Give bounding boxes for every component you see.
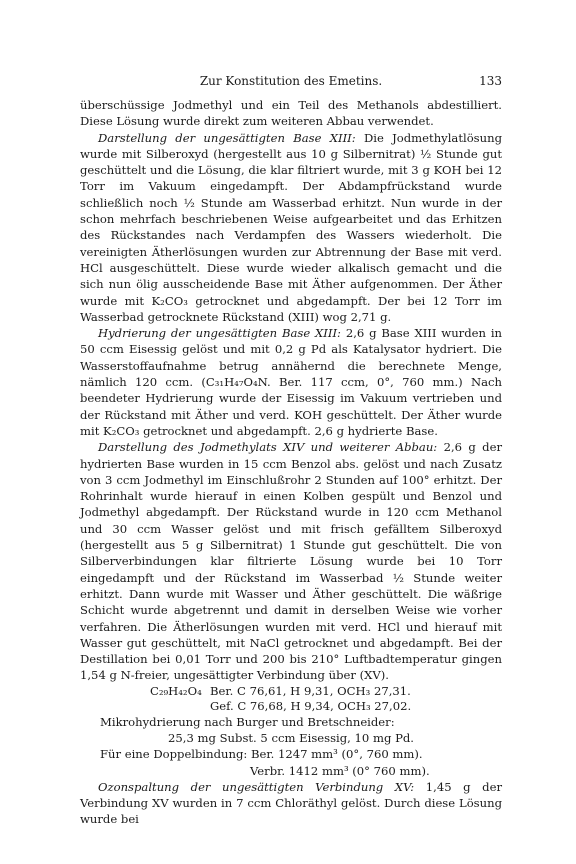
paragraph-1: überschüssige Jodmethyl und ein Teil des Methanols abdestilliert. Diese Lösung wurde direkt zum weiteren Abbau verwendet.: [80, 98, 502, 129]
page-number: 133: [479, 74, 502, 88]
paragraph-4: [80, 439, 502, 683]
gef-label: Gef.: [210, 698, 234, 713]
running-title: Zur Konstitution des Emetins.: [199, 74, 383, 88]
analysis-found-row: [150, 699, 502, 714]
section-heading: Darstellung des Jodmethylats XIV und weiterer Abbau:: [98, 440, 438, 455]
ber-label: Ber.: [210, 683, 234, 698]
paragraph-2: [80, 130, 502, 326]
consumption-value: Verbr. 1412 mm³ (0° 760 mm).: [250, 763, 430, 778]
micro-hydrogenation-values: 25,3 mg Subst. 5 ccm Eisessig, 10 mg Pd.: [168, 730, 414, 745]
double-bond-calc: Für eine Doppelbindung: Ber. 1247 mm³ (0°, 760 mm).: [100, 747, 423, 762]
section-heading: Hydrierung der ungesättigten Base XIII:: [98, 326, 341, 341]
paragraph-3: [80, 325, 502, 439]
paragraph-5: [80, 779, 502, 828]
analysis-calculated-row: [150, 684, 502, 699]
paragraph-text: Die Jodmethylatlösung wurde mit Silberoxyd (hergestellt aus 10 g Silbernitrat) ½ Stunde gut geschüttelt und die Lösung, die klar filtriert wurde, mit 3 g KOH bei 12 Torr im Vakuum eingedampft. Der Abdampfrückstand wurde schließlich noch ½ Stunde am Wasserbad erhitzt. Nun wurde in der schon mehrfach beschriebenen Weise aufgearbeitet und das Erhitzen des Rückstandes nach Verdampfen des Wassers wiederholt. Die vereinigten Ätherlösungen wurden zur Abtrennung der Base mit verd. HCl ausgeschüttelt. Diese wurde wieder alkalisch gemacht und die sich nun ölig ausscheidende Base mit Äther aufgenommen. Der Äther wurde mit K₂CO₃ getrocknet und abgedampft. Der bei 12 Torr im Wasserbad getrocknete Rückstand (XIII) wog 2,71 g.: [80, 130, 502, 324]
molecular-formula: C₂₉H₄₂O₄: [150, 683, 202, 698]
section-heading: Darstellung der ungesättigten Base XIII:: [98, 130, 356, 145]
paragraph-text: 1,45 g der Verbindung XV wurden in 7 ccm Chloräthyl gelöst. Durch diese Lösung wurde bei: [80, 779, 502, 827]
ber-values: C 76,61, H 9,31, OCH₃ 27,31.: [237, 683, 411, 698]
micro-hydrogenation-title: Mikrohydrierung nach Burger und Bretschneider:: [100, 714, 395, 729]
running-header: [80, 74, 502, 90]
paragraph-text: 2,6 g der hydrierten Base wurden in 15 ccm Benzol abs. gelöst und nach Zusatz von 3 ccm Jodmethyl im Einschlußrohr 2 Stunden auf 100° erhitzt. Der Rohrinhalt wurde hierauf in einen Kolben gespült und Benzol und Jodmethyl abgedampft. Der Rückstand wurde in 120 ccm Methanol und 30 ccm Wasser gelöst und mit frisch gefälltem Silberoxyd (hergestellt aus 5 g Silbernitrat) 1 Stunde gut geschüttelt. Die von Silberverbindungen klar filtrierte Lösung wurde bei 10 Torr eingedampft und der Rückstand im Wasserbad ½ Stunde weiter erhitzt. Dann wurde mit Wasser und Äther geschüttelt. Die wäßrige Schicht wurde abgetrennt und damit in derselben Weise wie vorher verfahren. Die Ätherlösungen wurden mit verd. HCl und hierauf mit Wasser gut geschüttelt, mit NaCl getrocknet und abgedampft. Bei der Destillation bei 0,01 Torr und 200 bis 210° Luftbadtemperatur gingen 1,54 g N-freier, ungesättigter Verbindung über (XV).: [80, 440, 502, 683]
section-heading: Ozonspaltung der ungesättigten Verbindung XV:: [98, 779, 415, 794]
elemental-analysis: [80, 684, 502, 714]
gef-values: C 76,68, H 9,34, OCH₃ 27,02.: [237, 698, 412, 713]
paragraph-text: 2,6 g Base XIII wurden in 50 ccm Eisessig gelöst und mit 0,2 g Pd als Katalysator hydriert. Die Wasserstoffaufnahme betrug annähernd die berechnete Menge, nämlich 120 ccm. (C₃₁H₄₇O₄N. Ber. 117 ccm, 0°, 760 mm.) Nach beendeter Hydrierung wurde der Eisessig im Vakuum vertrieben und der Rückstand mit Äther und verd. KOH geschüttelt. Der Äther wurde mit K₂CO₃ getrocknet und abgedampft. 2,6 g hydrierte Base.: [80, 326, 502, 438]
body-text: [80, 97, 502, 828]
